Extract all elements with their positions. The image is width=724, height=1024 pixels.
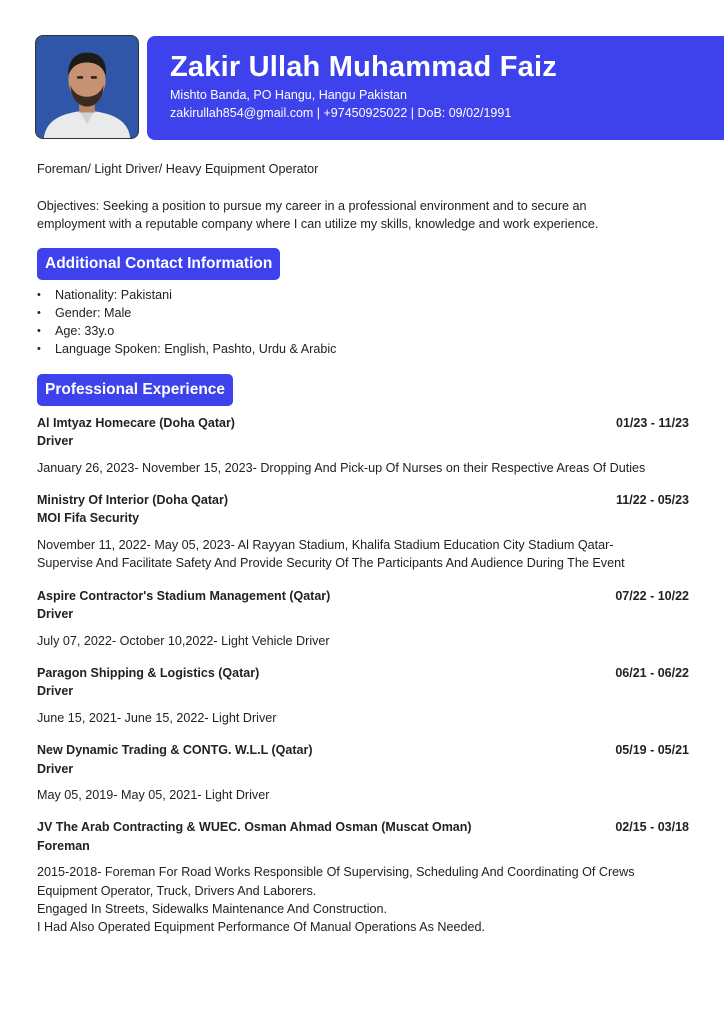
job-entry	[37, 491, 689, 573]
section-title-contact: Additional Contact Information	[37, 248, 280, 280]
job-role: Driver	[37, 684, 74, 699]
list-item: • Age: 33y.o	[37, 322, 689, 340]
job-dates: 07/22 - 10/22	[615, 588, 689, 603]
job-company: Paragon Shipping & Logistics (Qatar)	[37, 665, 260, 680]
contact-line: zakirullah854@gmail.com | +97450925022 | DoB: 09/02/1991	[170, 106, 512, 120]
job-company: Aspire Contractor's Stadium Management (Qatar)	[37, 588, 331, 603]
job-company: Al Imtyaz Homecare (Doha Qatar)	[37, 415, 235, 430]
job-entry	[37, 741, 689, 804]
job-description-line: January 26, 2023- November 15, 2023- Dropping And Pick-up Of Nurses on their Respective Areas Of Duties	[37, 460, 646, 475]
job-description	[37, 459, 689, 477]
job-description-line: I Had Also Operated Equipment Performance Of Manual Operations As Needed.	[37, 920, 486, 935]
contact-list	[37, 286, 689, 359]
candidate-name: Zakir Ullah Muhammad Faiz	[170, 51, 557, 83]
job-description-line: 2015-2018- Foreman For Road Works Responsible Of Supervising, Scheduling And Coordinating Of Crews	[37, 865, 635, 880]
job-role: Driver	[37, 607, 74, 622]
job-dates: 02/15 - 03/18	[615, 820, 689, 835]
job-description-line: June 15, 2021- June 15, 2022- Light Driver	[37, 710, 277, 725]
job-description	[37, 536, 689, 573]
header-banner	[147, 36, 724, 140]
job-company: Ministry Of Interior (Doha Qatar)	[37, 492, 228, 507]
job-entry	[37, 414, 689, 477]
job-company: New Dynamic Trading & CONTG. W.L.L (Qatar)	[37, 743, 313, 758]
section-title-experience: Professional Experience	[37, 374, 233, 406]
job-description	[37, 863, 689, 936]
profile-photo	[35, 35, 139, 139]
list-item: • Nationality: Pakistani	[37, 286, 689, 304]
job-description	[37, 632, 689, 650]
job-role: MOI Fifa Security	[37, 511, 140, 526]
job-description-line: November 11, 2022- May 05, 2023- Al Rayyan Stadium, Khalifa Stadium Education City Stadium Qatar-	[37, 537, 614, 552]
job-entry	[37, 818, 689, 936]
job-dates: 06/21 - 06/22	[615, 665, 689, 680]
job-description-line: Equipment Operator, Truck, Drivers And Laborers.	[37, 883, 317, 898]
job-role: Foreman	[37, 838, 90, 853]
job-description	[37, 786, 689, 804]
job-role: Driver	[37, 434, 74, 449]
resume-body	[37, 160, 689, 951]
objectives	[37, 197, 689, 234]
list-item: • Language Spoken: English, Pashto, Urdu & Arabic	[37, 340, 689, 358]
headline: Foreman/ Light Driver/ Heavy Equipment Operator	[37, 162, 319, 176]
objectives-line: Objectives: Seeking a position to pursue my career in a professional environment and to secure an	[37, 198, 587, 213]
job-description-line: Engaged In Streets, Sidewalks Maintenance And Construction.	[37, 902, 388, 917]
job-description	[37, 709, 689, 727]
job-dates: 11/22 - 05/23	[616, 492, 689, 507]
job-dates: 01/23 - 11/23	[616, 415, 689, 430]
job-dates: 05/19 - 05/21	[615, 743, 689, 758]
address: Mishto Banda, PO Hangu, Hangu Pakistan	[170, 88, 407, 102]
job-entry	[37, 664, 689, 727]
avatar	[36, 36, 138, 138]
job-entry	[37, 587, 689, 650]
job-description-line: Supervise And Facilitate Safety And Provide Security Of The Participants And Audience During The Event	[37, 556, 625, 571]
objectives-line: employment with a reputable company where I can utilize my skills, knowledge and work experience.	[37, 217, 599, 231]
list-item: • Gender: Male	[37, 304, 689, 322]
job-company: JV The Arab Contracting & WUEC. Osman Ahmad Osman (Muscat Oman)	[37, 820, 472, 835]
job-description-line: May 05, 2019- May 05, 2021- Light Driver	[37, 788, 270, 803]
job-description-line: July 07, 2022- October 10,2022- Light Vehicle Driver	[37, 633, 330, 648]
job-role: Driver	[37, 761, 74, 776]
